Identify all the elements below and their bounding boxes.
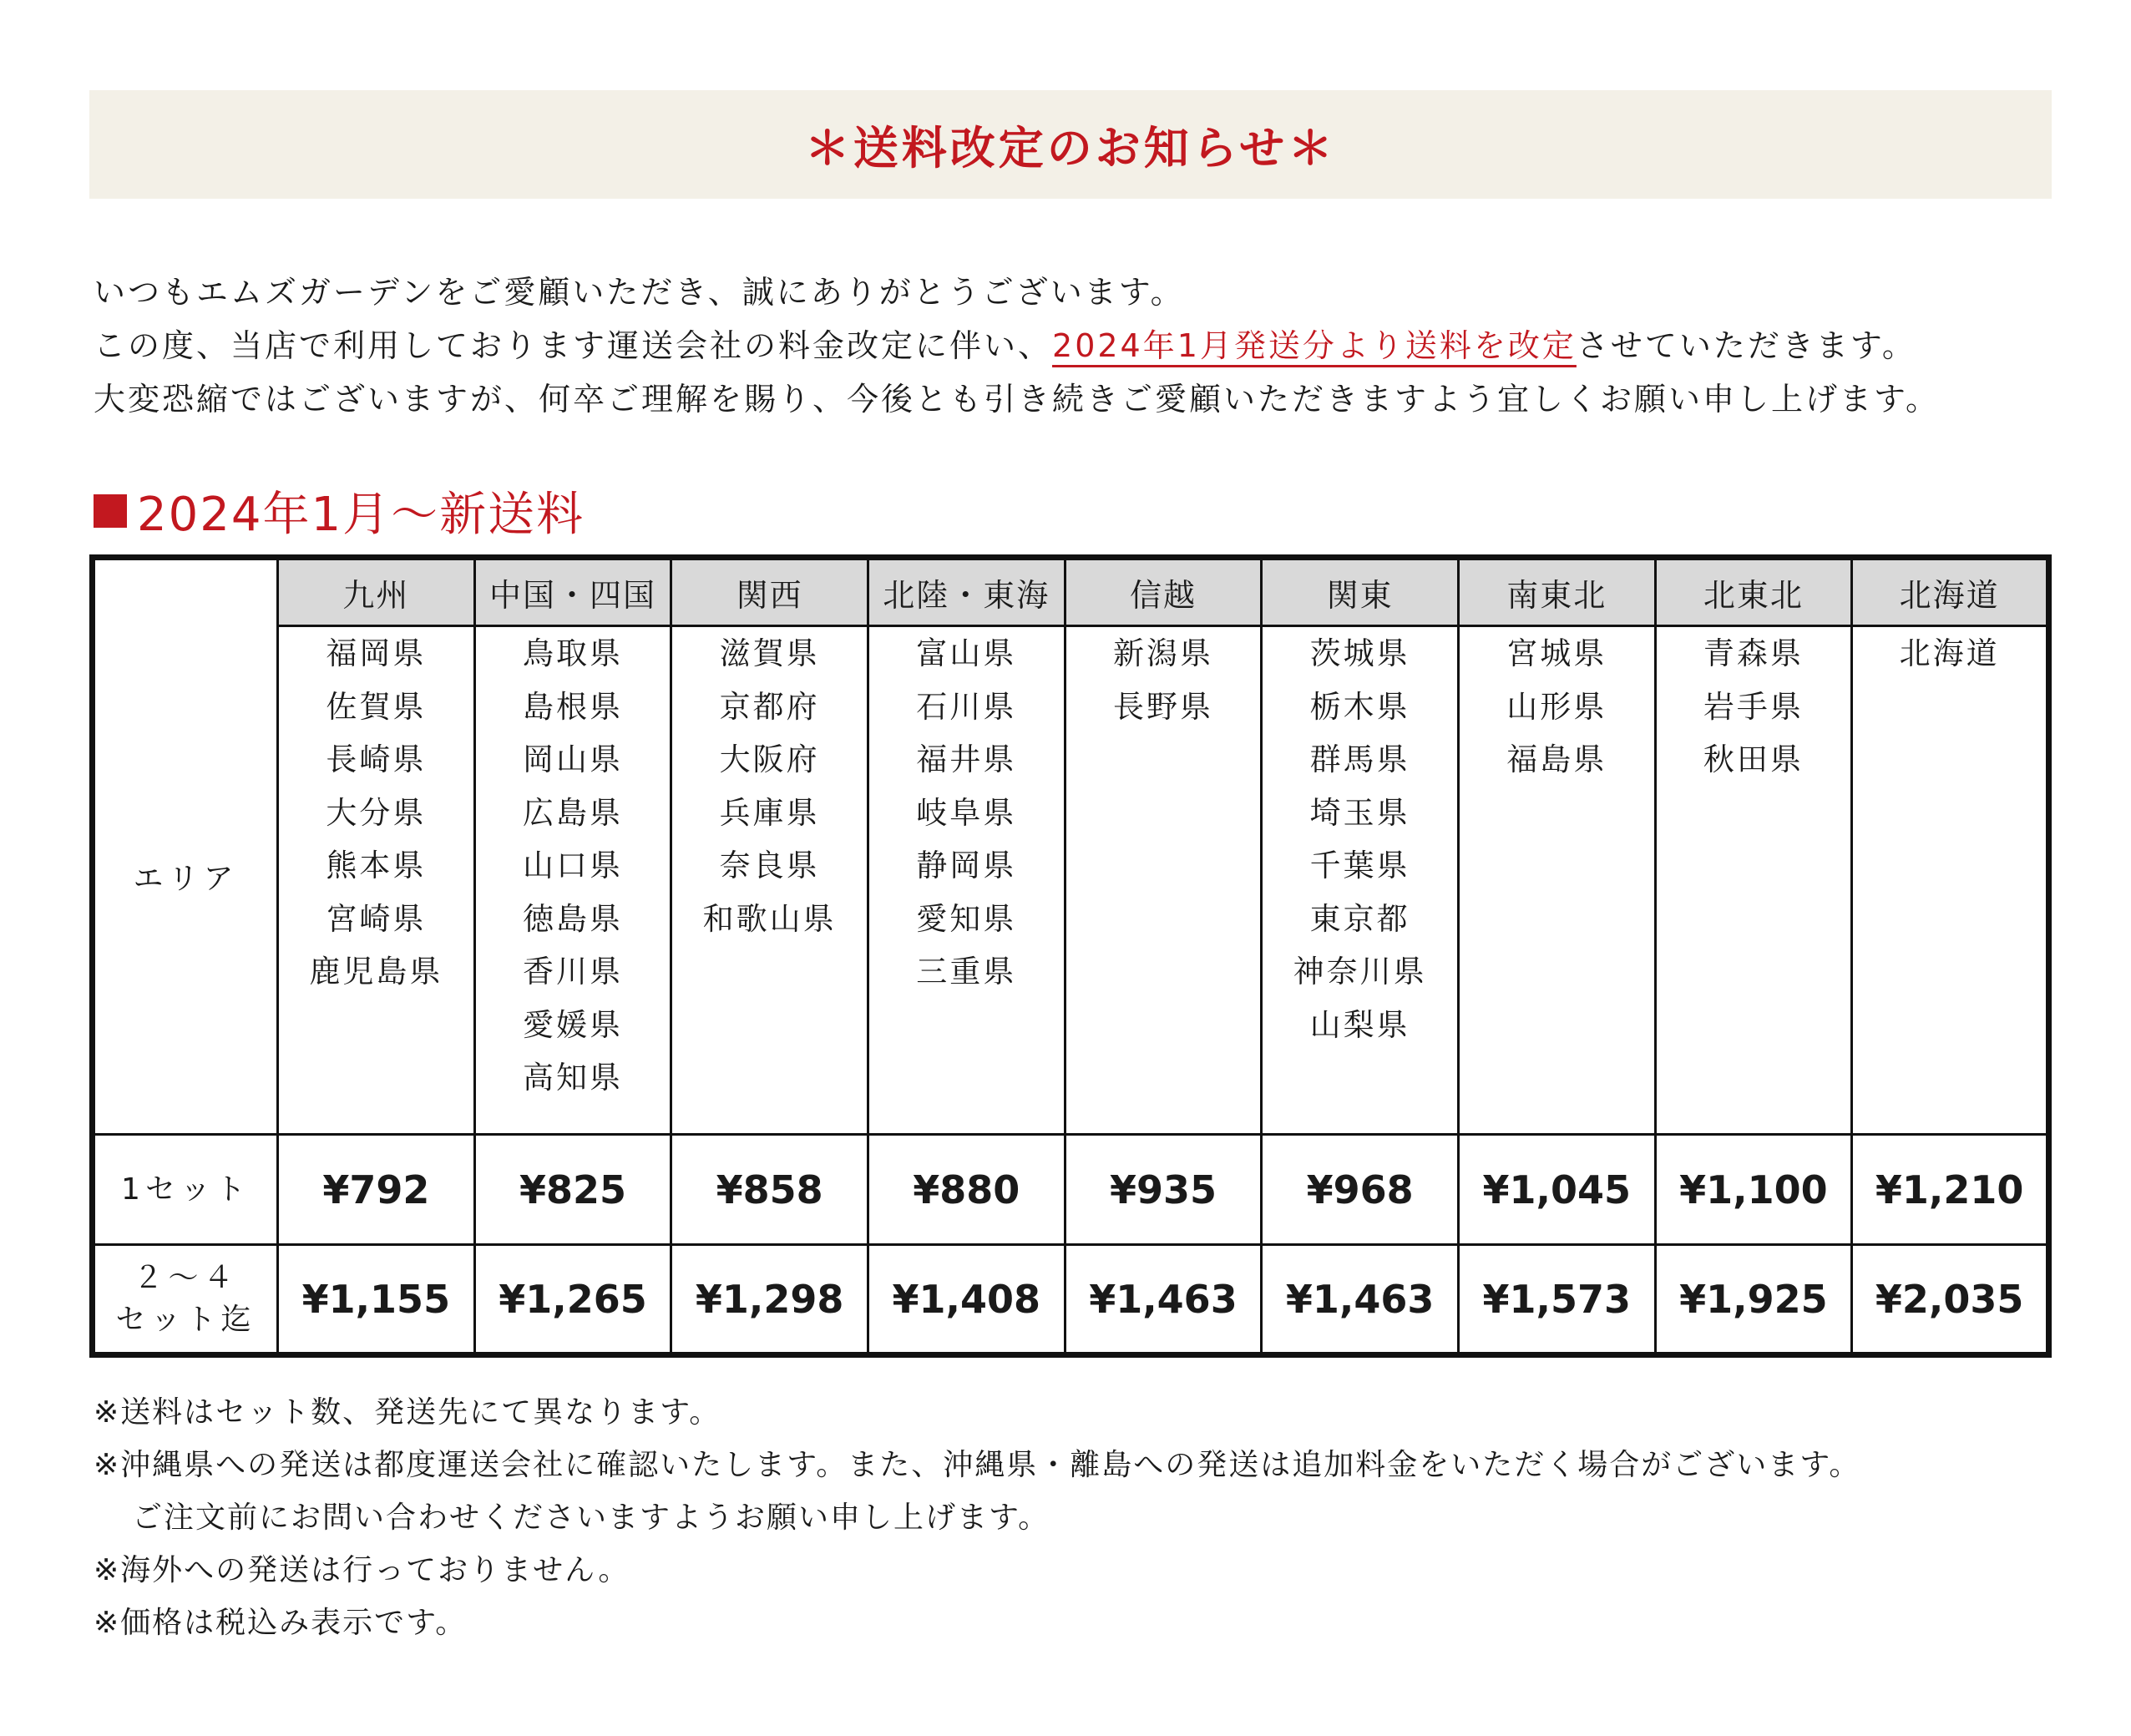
multi-set-price: ¥1,155 xyxy=(278,1245,475,1355)
prefecture-list xyxy=(1655,626,1852,1135)
one-set-price: ¥1,210 xyxy=(1852,1135,2049,1245)
prefecture-name: 長崎県 xyxy=(326,741,427,777)
prefecture-name: 高知県 xyxy=(522,1060,623,1096)
prefecture-name: 熊本県 xyxy=(326,848,427,883)
region-header: 中国・四国 xyxy=(474,558,671,626)
section-title: 2024年1月～新送料 xyxy=(137,488,585,542)
prefecture-name: 北海道 xyxy=(1899,635,2000,671)
prefecture-name: 石川県 xyxy=(916,688,1017,725)
one-set-row xyxy=(93,1135,2049,1245)
multi-set-label xyxy=(93,1245,278,1355)
prefecture-name: 埼玉県 xyxy=(1309,794,1410,831)
prefecture-name: 兵庫県 xyxy=(719,794,820,831)
prefecture-name: 東京都 xyxy=(1309,900,1410,937)
prefecture-name: 香川県 xyxy=(522,954,623,989)
area-row xyxy=(93,626,2049,1135)
prefecture-name: 群馬県 xyxy=(1309,741,1410,777)
prefecture-name: 島根県 xyxy=(522,688,623,725)
prefecture-list xyxy=(1065,626,1262,1135)
multi-set-price: ¥1,408 xyxy=(868,1245,1065,1355)
prefecture-list xyxy=(474,626,671,1135)
prefecture-name: 栃木県 xyxy=(1309,688,1410,725)
banner-title: ＊送料改定のお知らせ＊ xyxy=(804,121,1337,175)
prefecture-name: 徳島県 xyxy=(522,900,623,937)
prefecture-name: 茨城県 xyxy=(1309,635,1410,671)
prefecture-name: 佐賀県 xyxy=(326,688,427,725)
note: ※沖縄県への発送は都度運送会社に確認いたします。また、沖縄県・離島への発送は追加料金をいただく場合がございます。 xyxy=(94,1448,1861,1482)
prefecture-name: 神奈川県 xyxy=(1293,954,1427,989)
region-header: 北陸・東海 xyxy=(868,558,1065,626)
intro-line-2 xyxy=(94,319,2081,372)
prefecture-name: 鹿児島県 xyxy=(309,954,443,989)
prefecture-name: 宮城県 xyxy=(1506,635,1607,671)
multi-set-price: ¥1,463 xyxy=(1065,1245,1262,1355)
region-header: 北東北 xyxy=(1655,558,1852,626)
one-set-price: ¥1,100 xyxy=(1655,1135,1852,1245)
intro-line-3: 大変恐縮ではございますが、何卒ご理解を賜り、今後とも引き続きご愛顧いただきますよう宜しくお願い申し上げます。 xyxy=(94,381,1940,418)
one-set-price: ¥1,045 xyxy=(1458,1135,1655,1245)
prefecture-name: 愛媛県 xyxy=(522,1006,623,1043)
multi-set-price: ¥1,298 xyxy=(671,1245,868,1355)
region-header-row xyxy=(93,558,2049,626)
prefecture-name: 大阪府 xyxy=(719,741,820,777)
note: ※送料はセット数、発送先にて異なります。 xyxy=(94,1395,721,1430)
region-header: 関東 xyxy=(1262,558,1459,626)
prefecture-name: 岡山県 xyxy=(522,741,623,777)
intro-line-2-highlight: 2024年1月発送分より送料を改定 xyxy=(1052,327,1577,364)
multi-set-row xyxy=(93,1245,2049,1355)
prefecture-name: 福岡県 xyxy=(326,635,427,671)
prefecture-name: 福島県 xyxy=(1506,741,1607,777)
prefecture-name: 愛知県 xyxy=(916,900,1017,937)
prefecture-name: 滋賀県 xyxy=(719,635,820,671)
prefecture-list xyxy=(671,626,868,1135)
prefecture-name: 大分県 xyxy=(326,794,427,831)
one-set-price: ¥792 xyxy=(278,1135,475,1245)
prefecture-name: 三重県 xyxy=(916,954,1017,989)
prefecture-name: 静岡県 xyxy=(916,848,1017,883)
one-set-price: ¥880 xyxy=(868,1135,1065,1245)
note: ※価格は税込み表示です。 xyxy=(94,1606,468,1640)
prefecture-name: 奈良県 xyxy=(719,848,820,883)
prefecture-name: 広島県 xyxy=(522,794,623,831)
prefecture-name: 鳥取県 xyxy=(522,635,623,671)
prefecture-name: 長野県 xyxy=(1112,688,1213,725)
prefecture-name: 山梨県 xyxy=(1309,1006,1410,1043)
one-set-price: ¥968 xyxy=(1262,1135,1459,1245)
region-header: 信越 xyxy=(1065,558,1262,626)
prefecture-name: 富山県 xyxy=(916,635,1017,671)
multi-set-price: ¥1,463 xyxy=(1262,1245,1459,1355)
region-header: 九州 xyxy=(278,558,475,626)
one-set-price: ¥935 xyxy=(1065,1135,1262,1245)
region-header: 北海道 xyxy=(1852,558,2049,626)
prefecture-list xyxy=(1852,626,2049,1135)
multi-set-price: ¥2,035 xyxy=(1852,1245,2049,1355)
prefecture-name: 山口県 xyxy=(522,848,623,883)
notes xyxy=(94,1386,1860,1649)
prefecture-name: 岩手県 xyxy=(1703,688,1804,725)
multi-set-price: ¥1,265 xyxy=(474,1245,671,1355)
intro-text xyxy=(94,266,2081,426)
multi-set-price: ¥1,573 xyxy=(1458,1245,1655,1355)
note: ※海外への発送は行っておりません。 xyxy=(94,1553,630,1587)
multi-set-label-line-2: セット迄 xyxy=(115,1302,256,1337)
prefecture-name: 秋田県 xyxy=(1703,741,1804,777)
area-row-label: エリア xyxy=(93,626,278,1135)
prefecture-list xyxy=(868,626,1065,1135)
region-header: 関西 xyxy=(671,558,868,626)
corner-cell xyxy=(93,558,278,626)
prefecture-name: 宮崎県 xyxy=(326,900,427,937)
prefecture-name: 青森県 xyxy=(1703,635,1804,671)
prefecture-list xyxy=(278,626,475,1135)
one-set-label: 1セット xyxy=(93,1135,278,1245)
prefecture-name: 和歌山県 xyxy=(702,900,837,937)
prefecture-name: 新潟県 xyxy=(1112,635,1213,671)
prefecture-name: 岐阜県 xyxy=(916,794,1017,831)
multi-set-price: ¥1,925 xyxy=(1655,1245,1852,1355)
region-header: 南東北 xyxy=(1458,558,1655,626)
intro-line-1: いつもエムズガーデンをご愛顧いただき、誠にありがとうございます。 xyxy=(94,274,1185,311)
section-heading xyxy=(94,478,585,544)
shipping-rate-table xyxy=(89,554,2052,1358)
notice-banner xyxy=(89,90,2052,199)
square-bullet-icon xyxy=(94,494,127,528)
one-set-price: ¥858 xyxy=(671,1135,868,1245)
intro-line-2-post: させていただきます。 xyxy=(1576,327,1916,364)
prefecture-name: 京都府 xyxy=(719,688,820,725)
multi-set-label-line-1: ２～４ xyxy=(133,1260,239,1295)
prefecture-name: 福井県 xyxy=(916,741,1017,777)
prefecture-name: 山形県 xyxy=(1506,688,1607,725)
note: ご注文前にお問い合わせくださいますようお願い申し上げます。 xyxy=(132,1501,1050,1535)
prefecture-name: 千葉県 xyxy=(1309,848,1410,883)
one-set-price: ¥825 xyxy=(474,1135,671,1245)
intro-line-2-pre: この度、当店で利用しております運送会社の料金改定に伴い、 xyxy=(94,327,1053,364)
prefecture-list xyxy=(1458,626,1655,1135)
prefecture-list xyxy=(1262,626,1459,1135)
